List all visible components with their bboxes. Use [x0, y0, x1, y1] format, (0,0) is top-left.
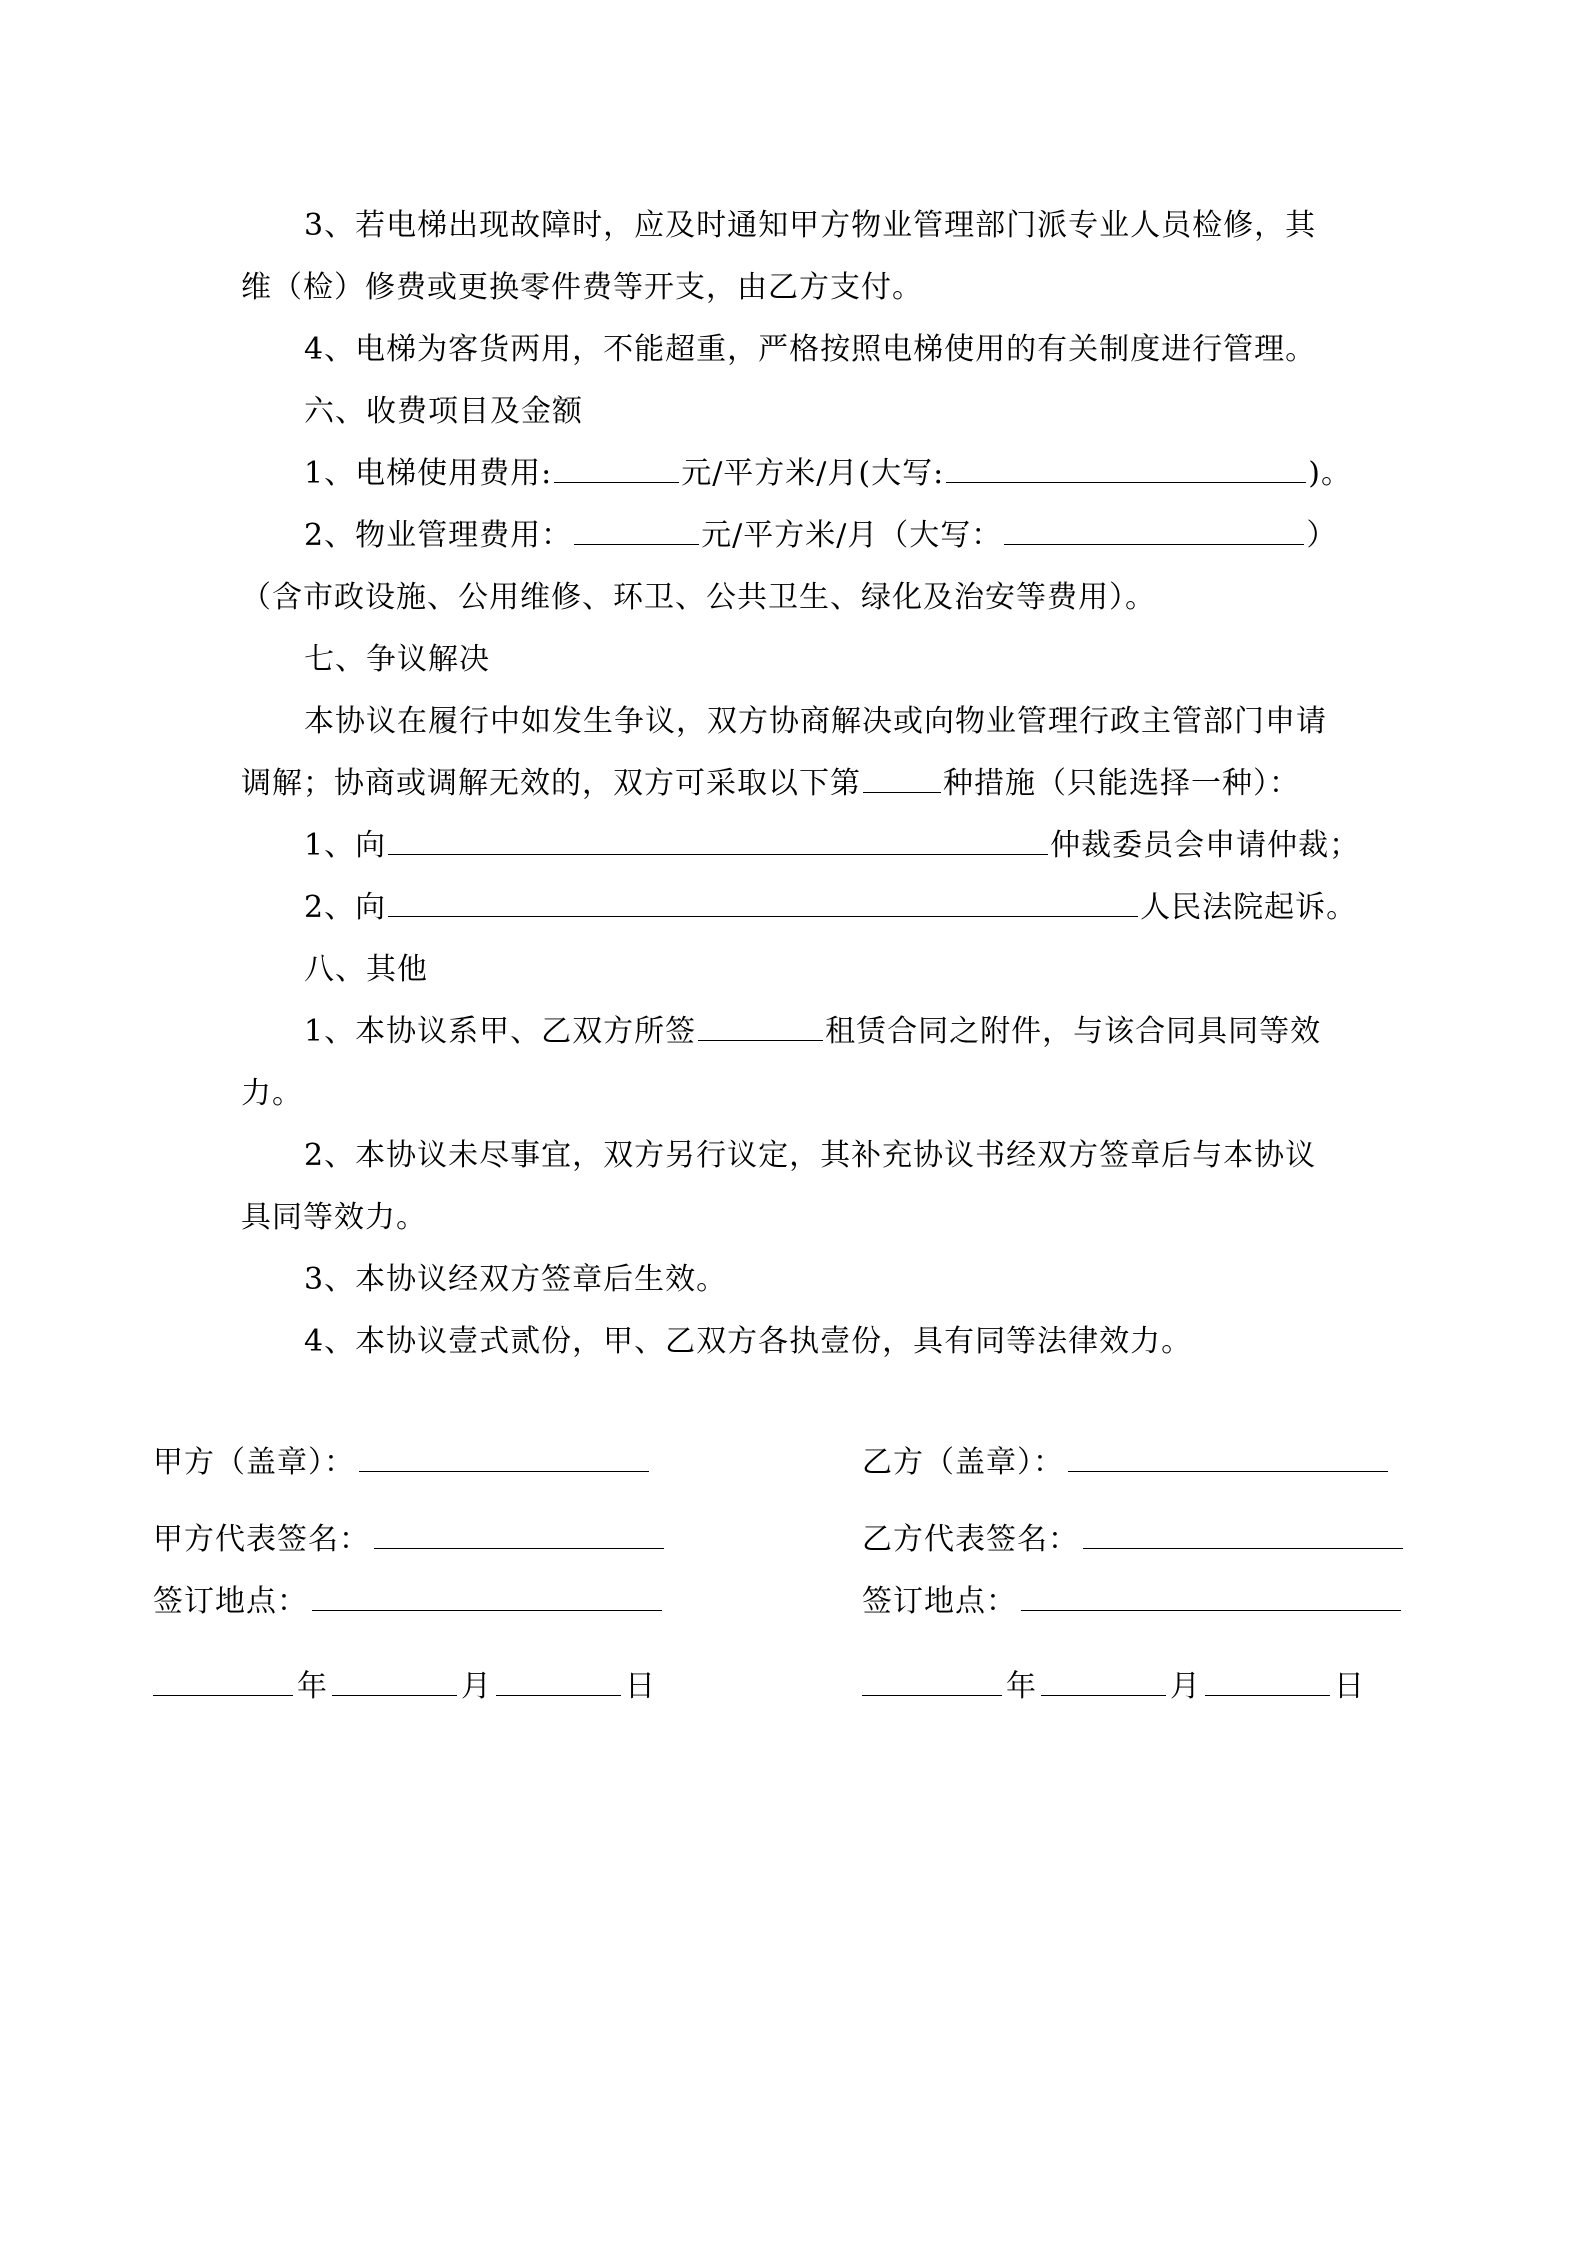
blank-field[interactable] [863, 766, 941, 793]
party-a-date-row [153, 1667, 656, 1707]
clause-text: 2、本协议未尽事宜，双方另行议定，其补充协议书经双方签章后与本协议 [304, 1138, 1317, 1173]
clause-text: 人民法院起诉。 [1140, 890, 1358, 925]
party-b-year-field[interactable] [862, 1667, 1002, 1696]
section-title: 八、其他 [304, 952, 428, 987]
party-a-year-field[interactable] [153, 1667, 293, 1696]
agreement-body [241, 195, 1361, 1373]
party-b-month-field[interactable] [1041, 1667, 1166, 1696]
paragraph [241, 443, 1361, 505]
clause-text: 1、电梯使用费用: [304, 456, 553, 491]
party-a-seal-label: 甲方（盖章）： [153, 1445, 355, 1480]
day-label: 日 [1334, 1669, 1365, 1704]
paragraph [241, 753, 1361, 815]
paragraph [241, 815, 1361, 877]
paragraph [241, 1125, 1361, 1187]
party-b-place-label: 签订地点： [862, 1584, 1017, 1619]
clause-text: 租赁合同之附件，与该合同具同等效 [825, 1014, 1322, 1049]
clause-text: 具同等效力。 [241, 1200, 427, 1235]
party-a-rep-field[interactable] [374, 1520, 664, 1549]
clause-text: )。 [1308, 456, 1352, 491]
clause-text: 3、本协议经双方签章后生效。 [304, 1262, 728, 1297]
section-title: 六、收费项目及金额 [304, 394, 583, 429]
blank-field[interactable] [698, 1014, 823, 1041]
paragraph [241, 1063, 1361, 1125]
blank-field[interactable] [388, 828, 1048, 855]
blank-field[interactable] [554, 456, 679, 483]
clause-text: 1、向 [304, 828, 387, 863]
party-a-rep-label: 甲方代表签名： [153, 1522, 370, 1557]
year-label: 年 [297, 1669, 328, 1704]
clause-text: 本协议在履行中如发生争议，双方协商解决或向物业管理行政主管部门申请 [304, 704, 1327, 739]
clause-text: 1、本协议系甲、乙双方所签 [304, 1014, 697, 1049]
section-heading [241, 629, 1361, 691]
party-a-seal-row [153, 1443, 653, 1483]
clause-text: 调解；协商或调解无效的，双方可采取以下第 [241, 766, 861, 801]
paragraph [241, 257, 1361, 319]
month-label: 月 [461, 1669, 492, 1704]
paragraph [241, 1187, 1361, 1249]
paragraph [241, 319, 1361, 381]
party-b-seal-field[interactable] [1068, 1443, 1388, 1472]
clause-text: 4、本协议壹式贰份，甲、乙双方各执壹份，具有同等法律效力。 [304, 1324, 1193, 1359]
day-label: 日 [625, 1669, 656, 1704]
clause-text: （含市政设施、公用维修、环卫、公共卫生、绿化及治安等费用）。 [241, 580, 1156, 615]
paragraph [241, 195, 1361, 257]
party-a-day-field[interactable] [496, 1667, 621, 1696]
year-label: 年 [1006, 1669, 1037, 1704]
clause-text: 2、向 [304, 890, 387, 925]
party-a-place-row [153, 1582, 666, 1622]
party-b-seal-label: 乙方（盖章）： [862, 1445, 1064, 1480]
party-b-rep-row [862, 1520, 1407, 1560]
clause-text: 力。 [241, 1076, 303, 1111]
paragraph [241, 877, 1361, 939]
section-heading [241, 381, 1361, 443]
clause-text: 4、电梯为客货两用，不能超重，严格按照电梯使用的有关制度进行管理。 [304, 332, 1317, 367]
clause-text: 2、物业管理费用： [304, 518, 573, 553]
clause-text: 维（检）修费或更换零件费等开支，由乙方支付。 [241, 270, 923, 305]
paragraph [241, 505, 1361, 567]
clause-text: 种措施（只能选择一种）： [943, 766, 1300, 801]
party-b-day-field[interactable] [1205, 1667, 1330, 1696]
party-b-seal-row [862, 1443, 1392, 1483]
clause-text: 仲裁委员会申请仲裁； [1050, 828, 1361, 863]
party-a-month-field[interactable] [332, 1667, 457, 1696]
blank-field[interactable] [388, 890, 1138, 917]
paragraph [241, 1311, 1361, 1373]
paragraph [241, 567, 1361, 629]
party-b-rep-field[interactable] [1083, 1520, 1403, 1549]
party-a-place-field[interactable] [312, 1582, 662, 1611]
party-a-rep-row [153, 1520, 668, 1560]
section-heading [241, 939, 1361, 1001]
party-b-place-row [862, 1582, 1405, 1622]
party-b-rep-label: 乙方代表签名： [862, 1522, 1079, 1557]
blank-field[interactable] [574, 518, 699, 545]
blank-field[interactable] [946, 456, 1306, 483]
paragraph [241, 1001, 1361, 1063]
clause-text: 元/平方米/月（大写： [701, 518, 1003, 553]
month-label: 月 [1170, 1669, 1201, 1704]
party-b-place-field[interactable] [1021, 1582, 1401, 1611]
party-b-date-row [862, 1667, 1365, 1707]
paragraph [241, 691, 1361, 753]
party-a-place-label: 签订地点： [153, 1584, 308, 1619]
party-a-seal-field[interactable] [359, 1443, 649, 1472]
paragraph [241, 1249, 1361, 1311]
clause-text: 元/平方米/月(大写: [681, 456, 945, 491]
section-title: 七、争议解决 [304, 642, 490, 677]
clause-text: ） [1306, 518, 1338, 553]
blank-field[interactable] [1004, 518, 1304, 545]
clause-text: 3、若电梯出现故障时，应及时通知甲方物业管理部门派专业人员检修，其 [304, 208, 1317, 243]
